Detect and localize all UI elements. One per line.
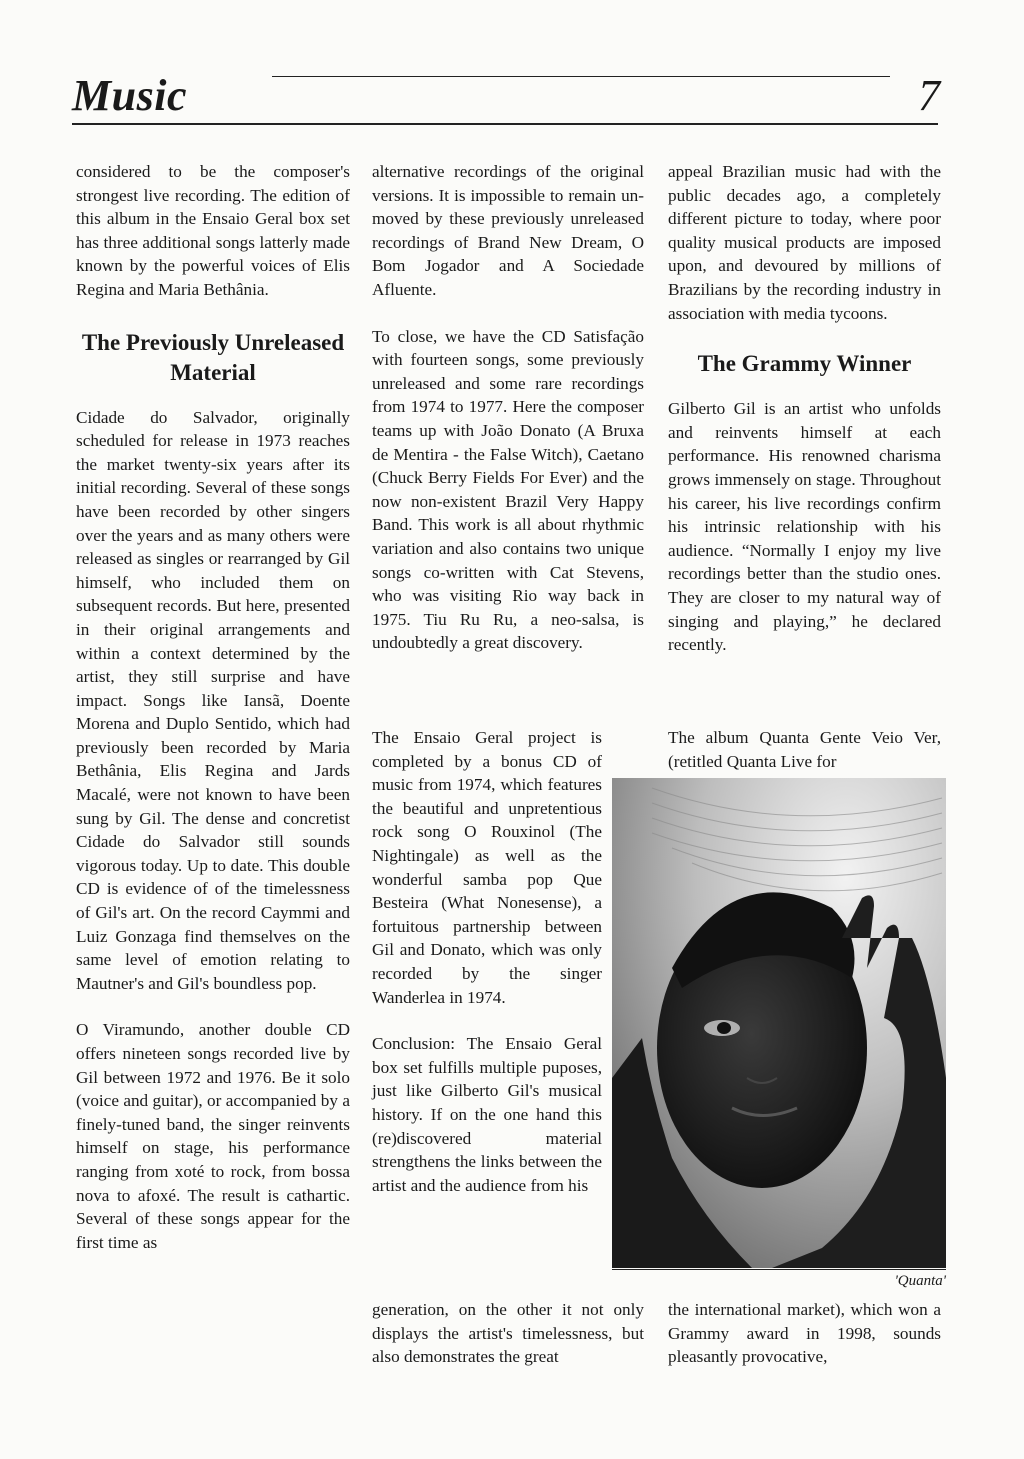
column-1 bbox=[76, 160, 350, 1254]
paragraph: O Viramundo, another double CD offers nineteen songs recorded live by Gil between 1972 and 1976. Be it solo (voice and guitar), or accompanied by a finely-tuned band, the singer reinvents himself on stage, his performance ranging from xoté to rock, from bossa nova to afoxé. The result is cathartic. Several of these songs appear for the first time as bbox=[76, 1020, 350, 1252]
section-title: Music bbox=[72, 71, 187, 120]
column-2 bbox=[372, 160, 644, 655]
column-3-bottom bbox=[668, 1298, 941, 1369]
paragraph: The album Quanta Gente Veio Ver, (retitled Quanta Live for bbox=[668, 728, 941, 771]
paragraph: Conclusion: The Ensaio Geral box set fulfills multiple puposes, just like Gilberto Gil's musical history. If on the one hand this (re)discovered material strengthens the links between the artist and the audience from his bbox=[372, 1034, 602, 1195]
artist-photo bbox=[612, 778, 946, 1268]
paragraph: To close, we have the CD Satisfação with fourteen songs, some previously unreleased and some rare recordings from 1974 to 1977. Here the composer teams up with João Donato (A Bruxa de Mentira - the False Witch), Caetano (Chuck Berry Fields For Ever) and the now non-existent Brazil Very Happy Band. This work is all about rhythmic variation and also contains two unique songs co-written with Cat Stevens, who was visiting Rio way back in 1975. Tiu Ru Ru, a neo-salsa, is undoubtedly a great discovery. bbox=[372, 326, 644, 653]
column-2-bottom bbox=[372, 1298, 644, 1369]
header-divider bbox=[72, 123, 938, 125]
column-3-mid bbox=[668, 726, 941, 773]
paragraph: The Ensaio Geral project is completed by a bonus CD of music from 1974, which features the beautiful and unpretentious rock song O Rouxinol (The Nightingale) as well as the wonderful samba pop Que Besteira (What Nonesense), a fortuitous partnership between Gil and Donato, which was only recorded by the singer Wanderlea in 1974. bbox=[372, 728, 602, 1007]
paragraph: alternative recordings of the original versions. It is impossible to remain un- moved by these previously unreleased recordings of Brand New Dream, O Bom Jogador and A Sociedade Afluente. bbox=[372, 162, 644, 299]
header-rule bbox=[272, 76, 890, 77]
section-heading: The Grammy Winner bbox=[697, 351, 912, 377]
paragraph: Cidade do Salvador, originally scheduled for release in 1973 reaches the market twenty-six years after its initial recording. Several of these songs have been recorded by other singers over the years and as many others were released as singles or rearranged by Gil himself, who included them on subsequent records. But here, presented in their original arrangements and within a context determined by the artist, they still surprise and have impact. Songs like Iansã, Doente Morena and Duplo Sentido, which had previously been recorded by Maria Bethânia, Elis Regina and Jards Macalé, were not known to have been sung by Gil. The dense and concretist Cidade do Salvador still sounds vigorous today. Up to date. This double CD is evidence of of the timelessness of Gil's art. On the record Caymmi and Luiz Gonzaga find themselves on the same level of emotion relating to Mautner's and Gil's boundless pop. bbox=[76, 407, 350, 993]
paragraph: Gilberto Gil is an artist who unfolds and reinvents himself at each performance. His renowned charisma grows immensely on stage. Throughout his career, his live recordings confirm his intrinsic relationship with his audience. “Normally I enjoy my live recordings better than the studio ones. They are closer to my natural way of singing and playing,” he declared recently. bbox=[668, 399, 941, 655]
paragraph: considered to be the composer's strongest live recording. The edition of this album in the Ensaio Geral box set has three additional songs latterly made known by the powerful voices of Elis Regina and Maria Bethânia. bbox=[76, 162, 350, 299]
paragraph-continuation: the international market), which won a Grammy award in 1998, sounds pleasantly provocative, bbox=[668, 1300, 941, 1367]
paragraph: appeal Brazilian music had with the public decades ago, a completely different picture to today, where poor quality musical products are imposed upon, and devoured by millions of Brazilians by the recording industry in association with media tycoons. bbox=[668, 162, 941, 323]
column-2-wrapped bbox=[372, 726, 602, 1197]
page-number: 7 bbox=[918, 71, 940, 120]
column-3 bbox=[668, 160, 941, 657]
paragraph-continuation: generation, on the other it not only displays the artist's timelessness, but also demonstrates the great bbox=[372, 1300, 644, 1367]
section-heading: The Previously Unreleased Material bbox=[81, 329, 345, 385]
photo-caption: 'Quanta' bbox=[612, 1269, 946, 1290]
